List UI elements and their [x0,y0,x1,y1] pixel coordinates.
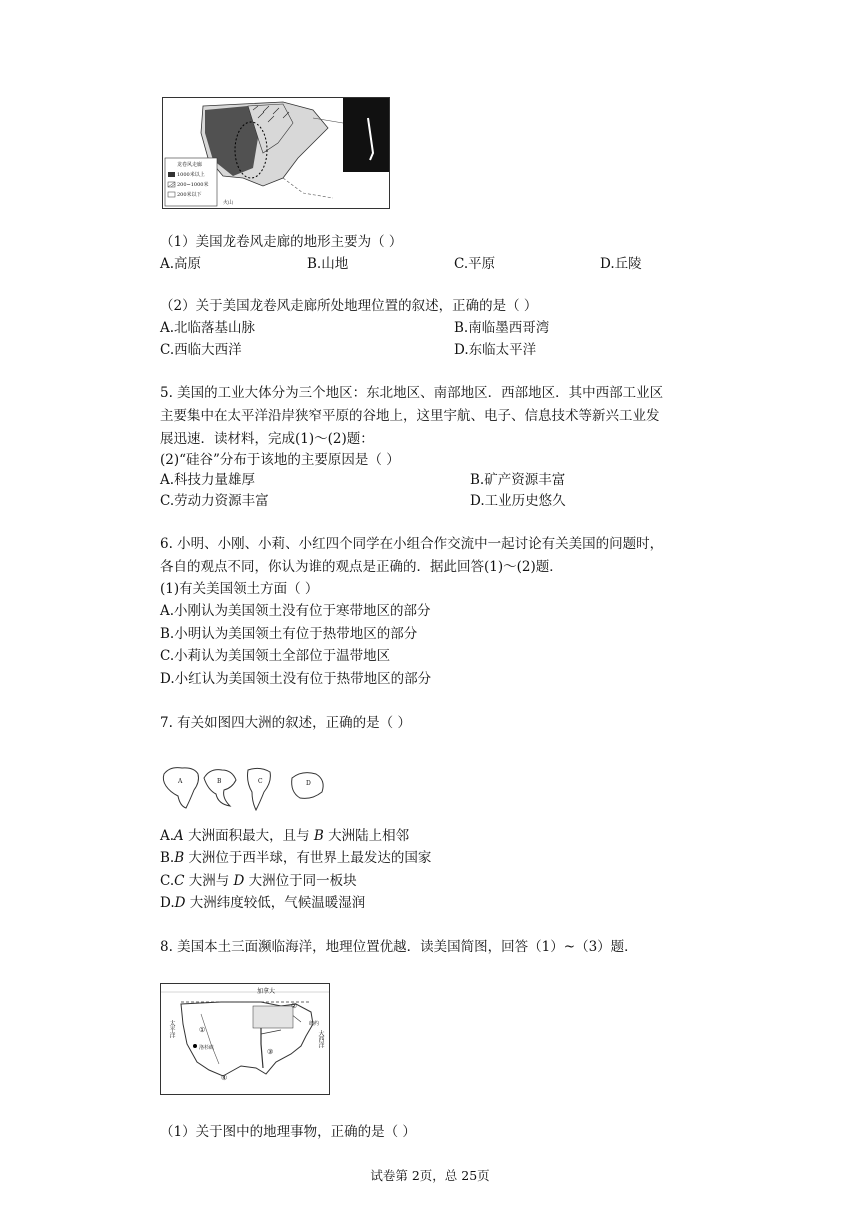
q4-sub1-option-d[interactable]: D.丘陵 [600,256,642,272]
map-mark-2: ② [291,1002,298,1010]
q4-sub1-option-c[interactable]: C.平原 [454,256,496,272]
q6-line: 6. 小明、小刚、小莉、小红四个同学在小组合作交流中一起讨论有关美国的问题时， [160,536,664,552]
map-label-canada: 加拿大 [257,988,276,995]
continent-label-a: A [178,778,183,785]
q5-option-d[interactable]: D.工业历史悠久 [470,493,566,509]
q7-option-c[interactable]: C.𝐶 大洲与 𝐷 大洲位于同一板块 [160,873,357,889]
usa-map-graphic [161,984,329,1094]
q5-line: 主要集中在太平洋沿岸狭窄平原的谷地上，这里宇航、电子、信息技术等新兴工业发 [160,408,660,424]
q5-option-c[interactable]: C.劳动力资源丰富 [160,493,269,509]
continent-label-d: D [306,780,311,787]
q4-sub2-option-c[interactable]: C.西临大西洋 [160,342,242,358]
q7-stem: 7. 有关如图四大洲的叙述，正确的是（ ） [160,715,411,731]
q4-sub1-option-a[interactable]: A.高原 [160,256,202,272]
q8-sub1-stem: （1）关于图中的地理事物，正确的是（ ） [160,1124,416,1140]
q6-option-c[interactable]: C.小莉认为美国领土全部位于温带地区 [160,648,391,664]
continent-label-b: B [217,778,222,785]
q6-line: 各自的观点不同，你认为谁的观点是正确的．据此回答(1)～(2)题． [160,559,563,575]
q4-sub1-option-b[interactable]: B.山地 [307,256,349,272]
q4-sub1-stem: （1）美国龙卷风走廊的地形主要为（ ） [160,234,403,250]
continent-label-c: C [258,778,263,785]
q7-option-b[interactable]: B.𝐵 大洲位于西半球，有世界上最发达的国家 [160,850,432,866]
map-legend-item: 200~1000米 [177,182,209,188]
q4-sub2-option-d[interactable]: D.东临太平洋 [454,342,537,358]
continents-graphic [160,764,330,812]
q4-sub2-option-a[interactable]: A.北临落基山脉 [160,320,256,336]
usa-outline-map [160,983,330,1095]
q8-stem: 8. 美国本土三面濒临海洋，地理位置优越．读美国简图，回答（1）~（3）题． [160,939,638,955]
map-mark-1: ① [199,1026,206,1034]
map-legend-item: 200米以下 [177,192,202,198]
q5-option-b[interactable]: B.矿产资源丰富 [470,472,566,488]
four-continents-figure [160,764,330,812]
map-mark-4: ④ [221,1074,228,1082]
map-label-pacific: 太平洋 [168,1020,175,1038]
q5-option-a[interactable]: A.科技力量雄厚 [160,472,256,488]
q4-sub2-option-b[interactable]: B.南临墨西哥湾 [454,320,550,336]
map-legend-item: 火山 [223,200,234,206]
tornado-alley-map [162,97,390,209]
map-label-atlantic: 大西洋 [317,1030,324,1048]
page-footer: 试卷第 2页，总 25页 [370,1168,490,1183]
map-legend-item: 龙卷风走廊 [177,162,203,168]
q7-option-d[interactable]: D.𝐷 大洲纬度较低，气候温暖湿润 [160,895,366,911]
map-legend-item: 1000米以上 [177,172,205,178]
map-label-la: 洛杉矶 [199,1045,215,1051]
map-label-ny: 纽约 [309,1021,320,1027]
q5-line: (2)“硅谷”分布于该地的主要原因是（ ） [160,452,400,468]
q5-line: 5. 美国的工业大体分为三个地区：东北地区、南部地区．西部地区．其中西部工业区 [160,385,664,401]
q6-line: (1)有关美国领土方面（ ） [160,581,319,597]
q6-option-b[interactable]: B.小明认为美国领土有位于热带地区的部分 [160,626,418,642]
q6-option-a[interactable]: A.小刚认为美国领土没有位于寒带地区的部分 [160,603,431,619]
q4-sub2-stem: （2）关于美国龙卷风走廊所处地理位置的叙述，正确的是（ ） [160,298,538,314]
q6-option-d[interactable]: D.小红认为美国领土没有位于热带地区的部分 [160,671,432,687]
map-mark-3: ③ [267,1048,274,1056]
q5-line: 展迅速．读材料，完成(1)～(2)题： [160,431,374,447]
q7-option-a[interactable]: A.𝐴 大洲面积最大，且与 𝐵 大洲陆上相邻 [160,828,410,844]
